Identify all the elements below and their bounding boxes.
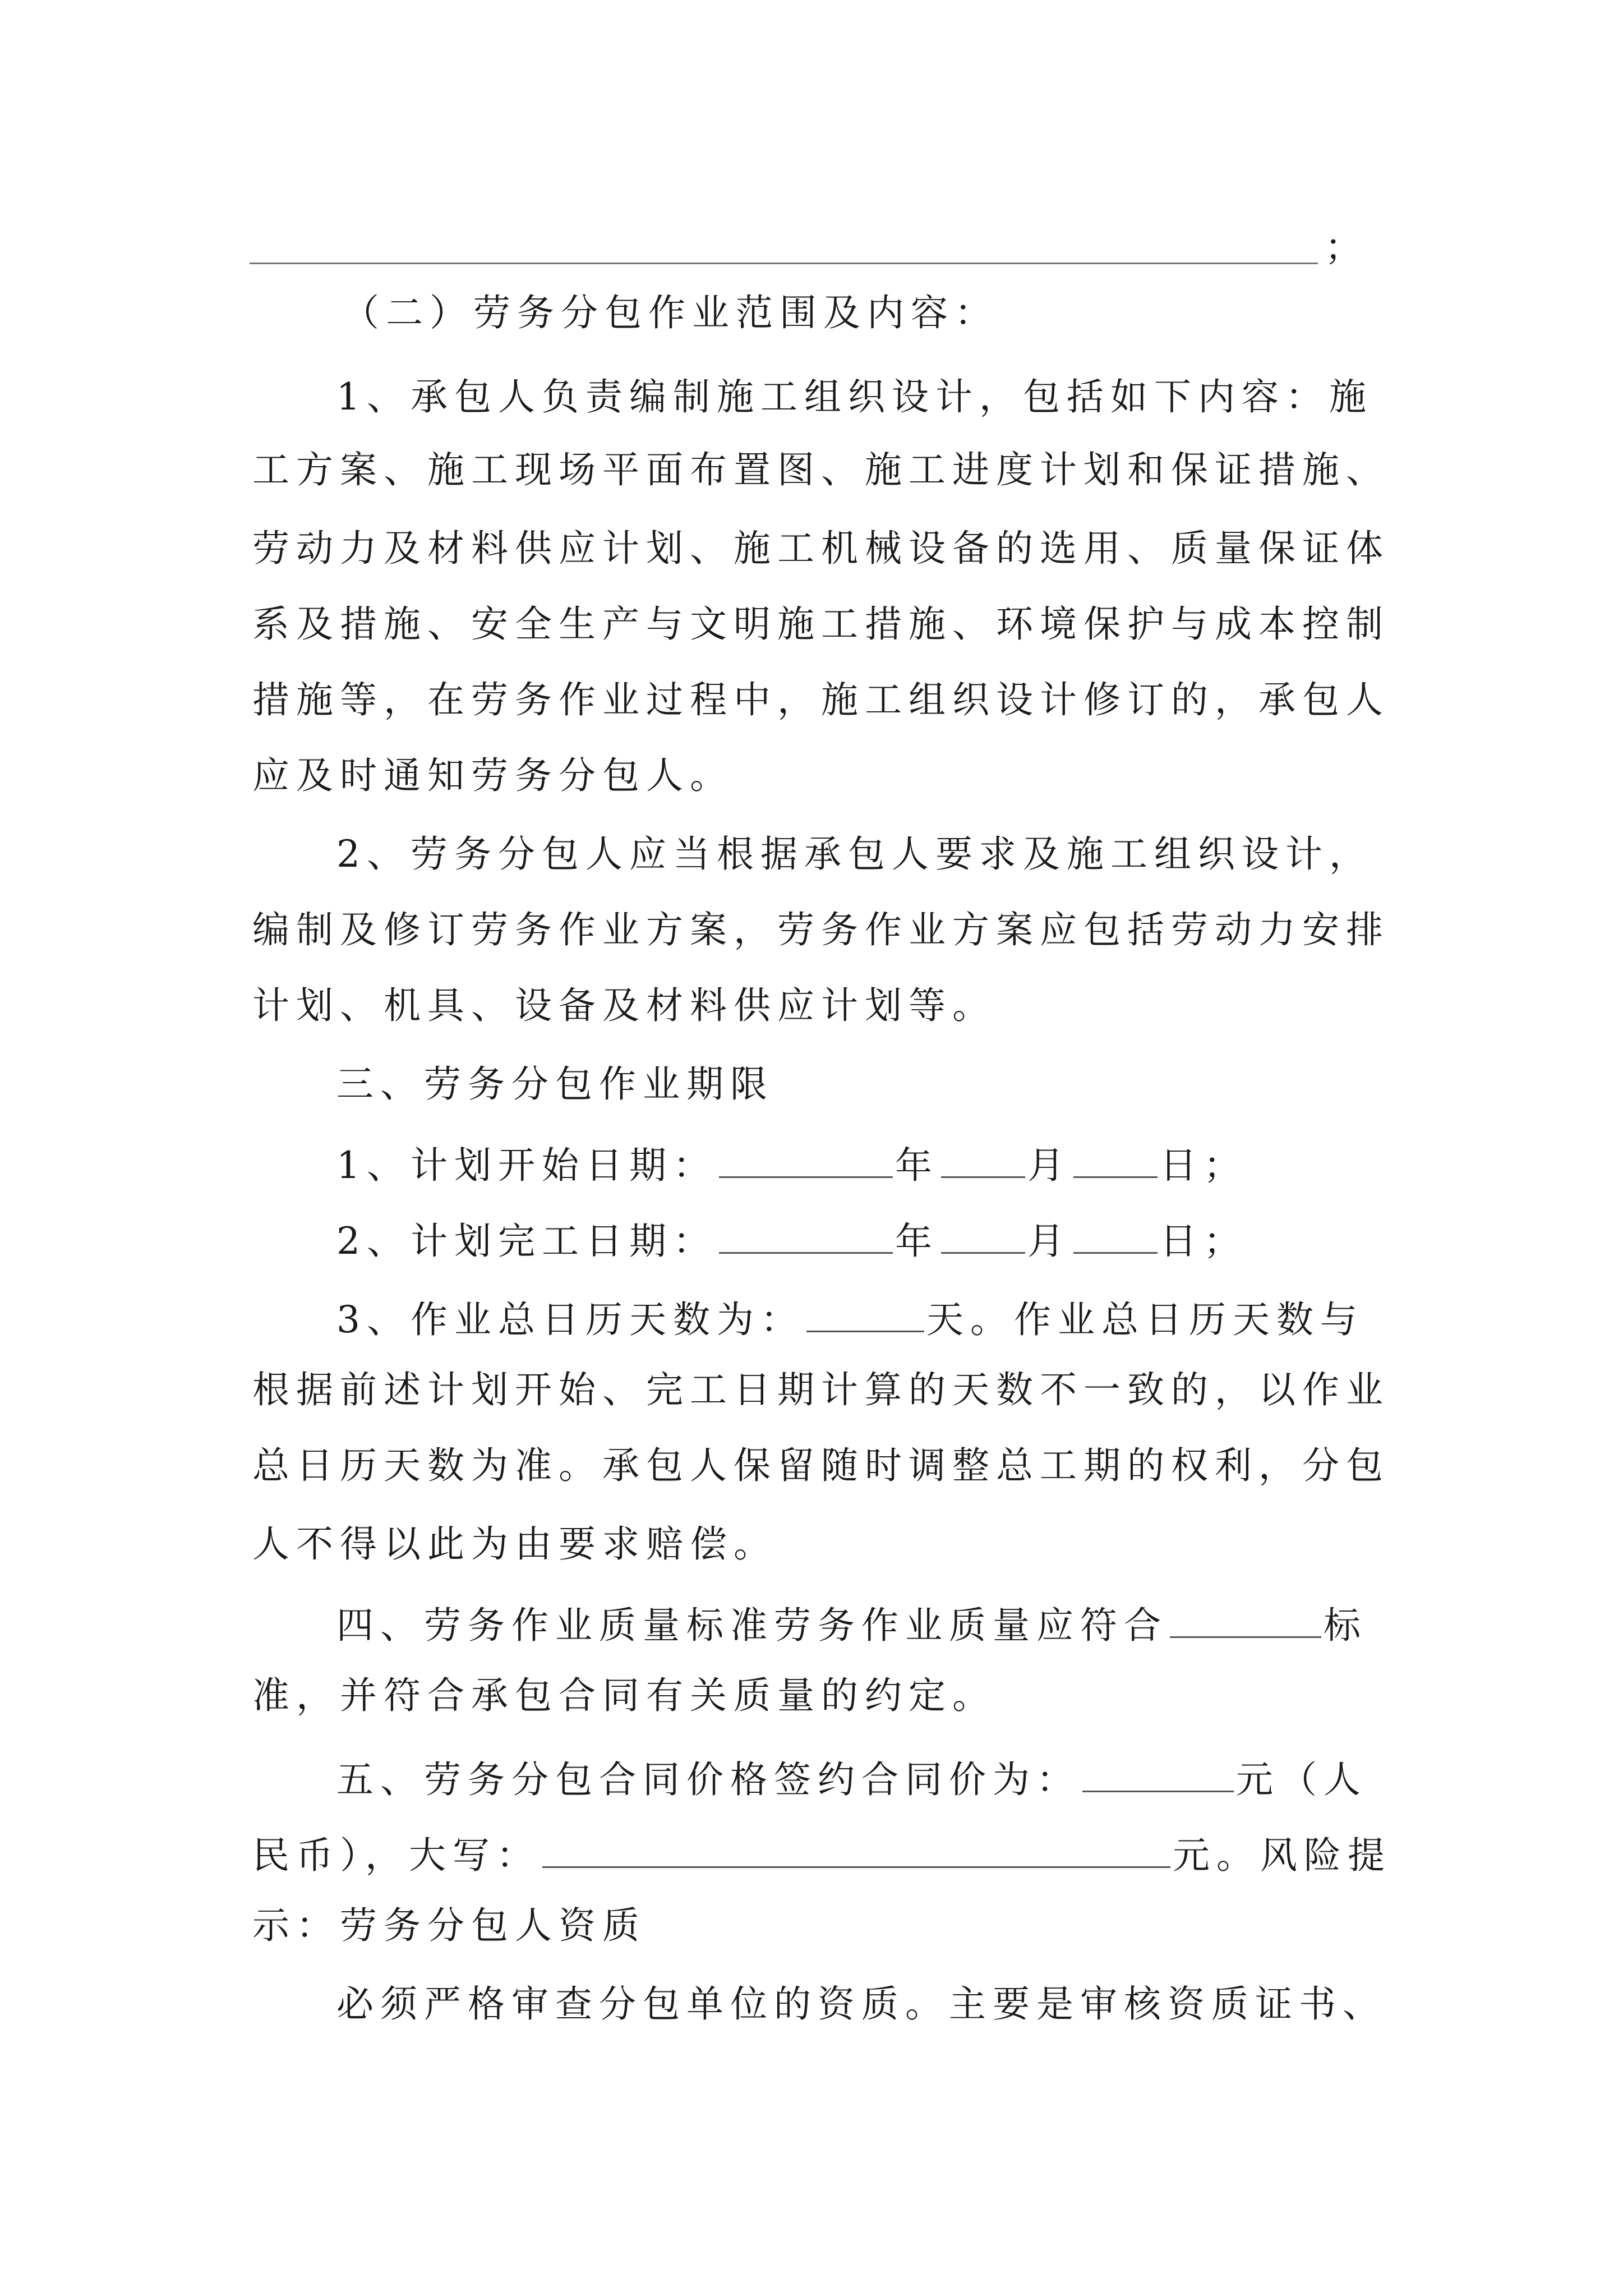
price-blank[interactable] bbox=[1082, 1756, 1234, 1792]
semicolon: ； bbox=[1325, 226, 1362, 269]
paragraph-line: 必须严格审查分包单位的资质。主要是审核资质证书、 bbox=[336, 1982, 1386, 2026]
total-days-suffix: 天。作业总日历天数与 bbox=[926, 1298, 1364, 1341]
month-label: 月 bbox=[1027, 1220, 1071, 1263]
section-heading-3: 三、劳务分包作业期限 bbox=[336, 1062, 774, 1106]
price-suffix: 元（人 bbox=[1236, 1758, 1367, 1801]
start-date-line bbox=[336, 1142, 1247, 1187]
start-date-label: 1、计划开始日期： bbox=[336, 1144, 717, 1187]
paragraph-line: 1、承包人负责编制施工组织设计，包括如下内容：施 bbox=[336, 375, 1373, 418]
total-days-label: 3、作业总日历天数为： bbox=[336, 1298, 804, 1341]
paragraph-line: 2、劳务分包人应当根据承包人要求及施工组织设计， bbox=[336, 832, 1373, 876]
year-blank[interactable] bbox=[719, 1217, 893, 1254]
quality-suffix: 标 bbox=[1324, 1604, 1367, 1647]
paragraph-line: 准，并符合承包合同有关质量的约定。 bbox=[252, 1674, 996, 1717]
paragraph-line: 根据前述计划开始、完工日期计算的天数不一致的，以作业 bbox=[252, 1368, 1390, 1411]
contract-price-line bbox=[336, 1756, 1367, 1801]
paragraph-line: 总日历天数为准。承包人保留随时调整总工期的权利，分包 bbox=[252, 1444, 1390, 1487]
year-blank[interactable] bbox=[719, 1142, 893, 1178]
quality-standard-line bbox=[336, 1602, 1367, 1647]
paragraph-line: 人不得以此为由要求赔偿。 bbox=[252, 1522, 777, 1566]
year-label: 年 bbox=[895, 1220, 939, 1263]
day-label: 日； bbox=[1160, 1220, 1247, 1263]
month-label: 月 bbox=[1027, 1144, 1071, 1187]
capital-amount-line bbox=[252, 1832, 1391, 1877]
paragraph-line: 计划、机具、设备及材料供应计划等。 bbox=[252, 984, 996, 1027]
paragraph-line: 编制及修订劳务作业方案，劳务作业方案应包括劳动力安排 bbox=[252, 908, 1390, 951]
paragraph-line: 应及时通知劳务分包人。 bbox=[252, 754, 734, 797]
paragraph-line: 措施等，在劳务作业过程中，施工组织设计修订的，承包人 bbox=[252, 678, 1390, 721]
day-label: 日； bbox=[1160, 1144, 1247, 1187]
month-blank[interactable] bbox=[941, 1217, 1025, 1254]
paragraph-line: 工方案、施工现场平面布置图、施工进度计划和保证措施、 bbox=[252, 448, 1390, 491]
paragraph-line: 示：劳务分包人资质 bbox=[252, 1904, 646, 1947]
days-blank[interactable] bbox=[806, 1296, 924, 1332]
end-date-line bbox=[336, 1217, 1247, 1263]
capital-suffix: 元。风险提 bbox=[1173, 1834, 1391, 1877]
quality-blank[interactable] bbox=[1170, 1602, 1321, 1638]
capital-label: 民币），大写： bbox=[252, 1834, 540, 1877]
price-label: 五、劳务分包合同价格签约合同价为： bbox=[336, 1758, 1080, 1801]
paragraph-line: 劳动力及材料供应计划、施工机械设备的选用、质量保证体 bbox=[252, 527, 1390, 570]
total-days-line bbox=[336, 1296, 1364, 1341]
day-blank[interactable] bbox=[1073, 1217, 1158, 1254]
section-heading-2: （二）劳务分包作业范围及内容： bbox=[342, 291, 998, 334]
month-blank[interactable] bbox=[941, 1142, 1025, 1178]
quality-label: 四、劳务作业质量标准劳务作业质量应符合 bbox=[336, 1604, 1168, 1647]
end-date-label: 2、计划完工日期： bbox=[336, 1220, 717, 1263]
year-label: 年 bbox=[895, 1144, 939, 1187]
paragraph-line: 系及措施、安全生产与文明施工措施、环境保护与成本控制 bbox=[252, 602, 1390, 646]
capital-amount-blank[interactable] bbox=[542, 1832, 1170, 1868]
day-blank[interactable] bbox=[1073, 1142, 1158, 1178]
fill-in-line bbox=[250, 263, 1318, 264]
